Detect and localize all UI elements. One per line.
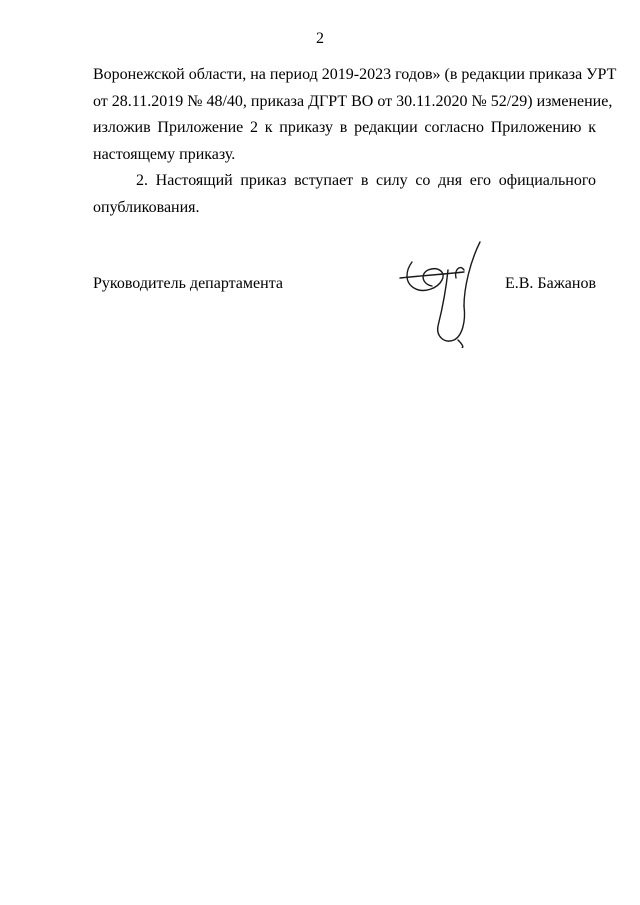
signer-name: Е.В. Бажанов [504, 275, 596, 292]
paragraph-continuation [93, 62, 617, 168]
signer-title: Руководитель департамента [93, 275, 283, 292]
text-line: изложив Приложение 2 к приказу в редакции согласно Приложению к [93, 119, 596, 136]
handwritten-signature [398, 240, 498, 348]
text-line: настоящему приказу. [93, 145, 236, 163]
page-number: 2 [316, 30, 324, 47]
text-line: от 28.11.2019 № 48/40, приказа ДГРТ ВО от 30.11.2020 № 52/29) изменение, [93, 92, 613, 110]
text-line: опубликования. [93, 198, 200, 216]
text-line: 2. Настоящий приказ вступает в силу со дня его официального [136, 172, 596, 189]
paragraph-effective-date [93, 168, 596, 221]
text-line: Воронежской области, на период 2019-2023 годов» (в редакции приказа УРТ [93, 66, 617, 83]
